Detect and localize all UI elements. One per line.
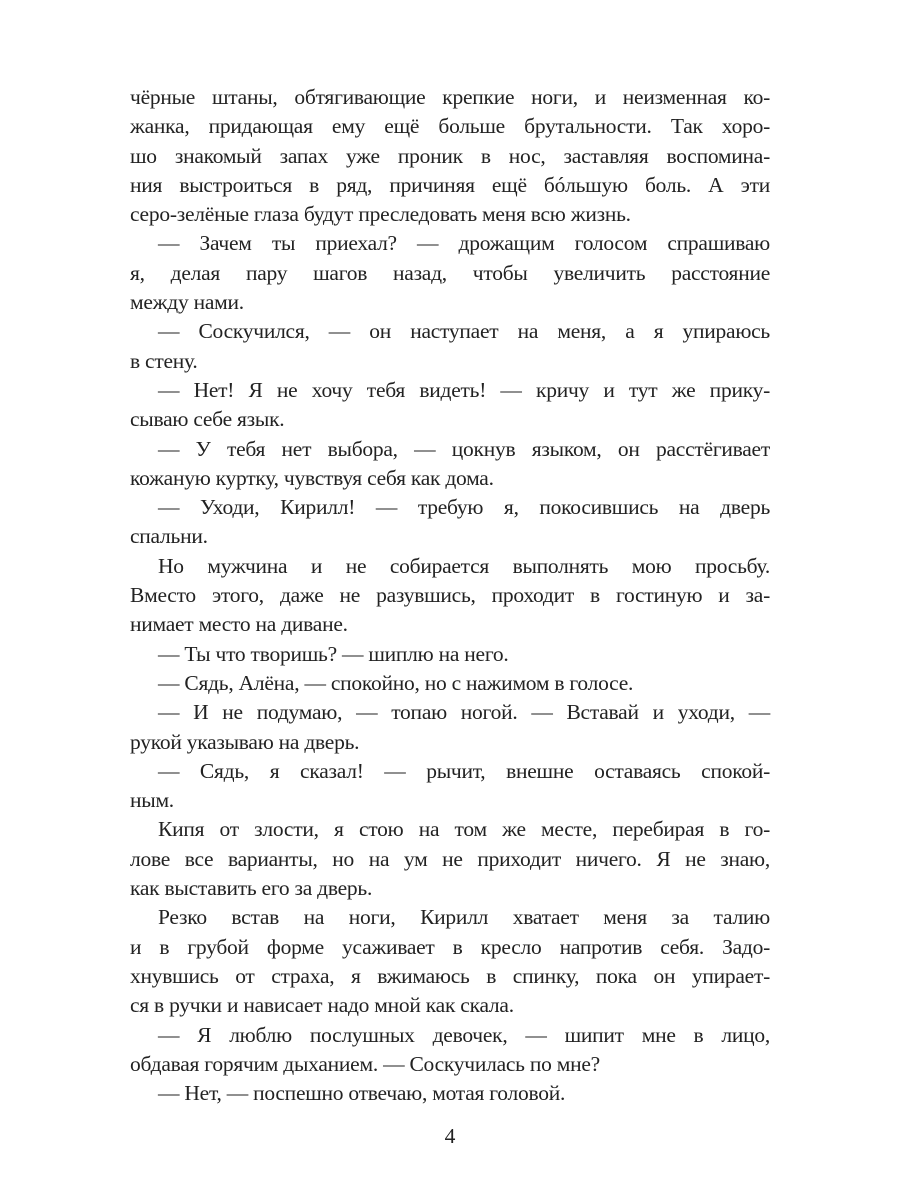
text-line: Но мужчина и не собирается выполнять мою просьбу. [158, 553, 770, 578]
text-line: сываю себе язык. [130, 407, 285, 432]
text-line: кожаную куртку, чувствуя себя как дома. [130, 465, 494, 490]
text-line: — Зачем ты приехал? — дрожащим голосом спрашиваю [158, 231, 770, 256]
paragraph [130, 83, 770, 229]
text-line: лове все варианты, но на ум не приходит ничего. Я не знаю, [130, 846, 770, 871]
text-line: Вместо этого, даже не разувшись, проходит в гостиную и за- [130, 583, 770, 608]
text-line: — И не подумаю, — топаю ногой. — Вставай и уходи, — [158, 700, 770, 725]
paragraph [130, 376, 770, 435]
text-line: нимает место на диване. [130, 612, 348, 637]
text-line: рукой указываю на дверь. [130, 729, 360, 754]
text-line: ния выстроиться в ряд, причиняя ещё бóльшую боль. А эти [130, 172, 770, 197]
paragraph [130, 1079, 770, 1108]
text-line: спальни. [130, 524, 208, 549]
body-text [130, 83, 770, 1108]
paragraph [130, 757, 770, 816]
paragraph [130, 669, 770, 698]
paragraph [130, 698, 770, 757]
paragraph [130, 229, 770, 317]
page-number: 4 [444, 1124, 456, 1149]
text-line: жанка, придающая ему ещё больше брутальности. Так хоро- [130, 114, 770, 139]
text-line: — Сядь, Алёна, — спокойно, но с нажимом в голосе. [158, 670, 634, 695]
text-line: — У тебя нет выбора, — цокнув языком, он расстёгивает [158, 436, 770, 461]
text-line: в стену. [130, 348, 198, 373]
text-line: ся в ручки и нависает надо мной как скала. [130, 993, 514, 1018]
text-line: — Ты что творишь? — шиплю на него. [158, 641, 509, 666]
paragraph [130, 435, 770, 494]
paragraph [130, 317, 770, 376]
text-line: — Сядь, я сказал! — рычит, внешне оставаясь спокой- [158, 758, 770, 783]
text-line: как выставить его за дверь. [130, 876, 373, 901]
text-line: — Нет, — поспешно отвечаю, мотая головой. [158, 1081, 566, 1106]
text-line: ным. [130, 788, 174, 813]
paragraph [130, 1021, 770, 1080]
text-line: Кипя от злости, я стою на том же месте, перебирая в го- [158, 817, 770, 842]
paragraph [130, 640, 770, 669]
paragraph [130, 552, 770, 640]
text-line: и в грубой форме усаживает в кресло напротив себя. Задо- [130, 934, 770, 959]
text-line: шо знакомый запах уже проник в нос, заставляя воспомина- [130, 143, 770, 168]
paragraph [130, 493, 770, 552]
text-line: — Нет! Я не хочу тебя видеть! — кричу и тут же прику- [158, 377, 770, 402]
text-line: — Уходи, Кирилл! — требую я, покосившись на дверь [158, 495, 770, 520]
text-line: — Соскучился, — он наступает на меня, а я упираюсь [158, 319, 770, 344]
text-line: — Я люблю послушных девочек, — шипит мне в лицо, [158, 1022, 770, 1047]
text-line: Резко встав на ноги, Кирилл хватает меня за талию [158, 905, 770, 930]
text-line: обдавая горячим дыханием. — Соскучилась по мне? [130, 1051, 600, 1076]
text-line: между нами. [130, 290, 244, 315]
text-line: серо-зелёные глаза будут преследовать меня всю жизнь. [130, 202, 631, 227]
text-line: я, делая пару шагов назад, чтобы увеличить расстояние [130, 260, 770, 285]
text-line: хнувшись от страха, я вжимаюсь в спинку, пока он упирает- [130, 963, 770, 988]
paragraph [130, 815, 770, 903]
paragraph [130, 903, 770, 1020]
text-line: чёрные штаны, обтягивающие крепкие ноги, и неизменная ко- [130, 85, 770, 109]
